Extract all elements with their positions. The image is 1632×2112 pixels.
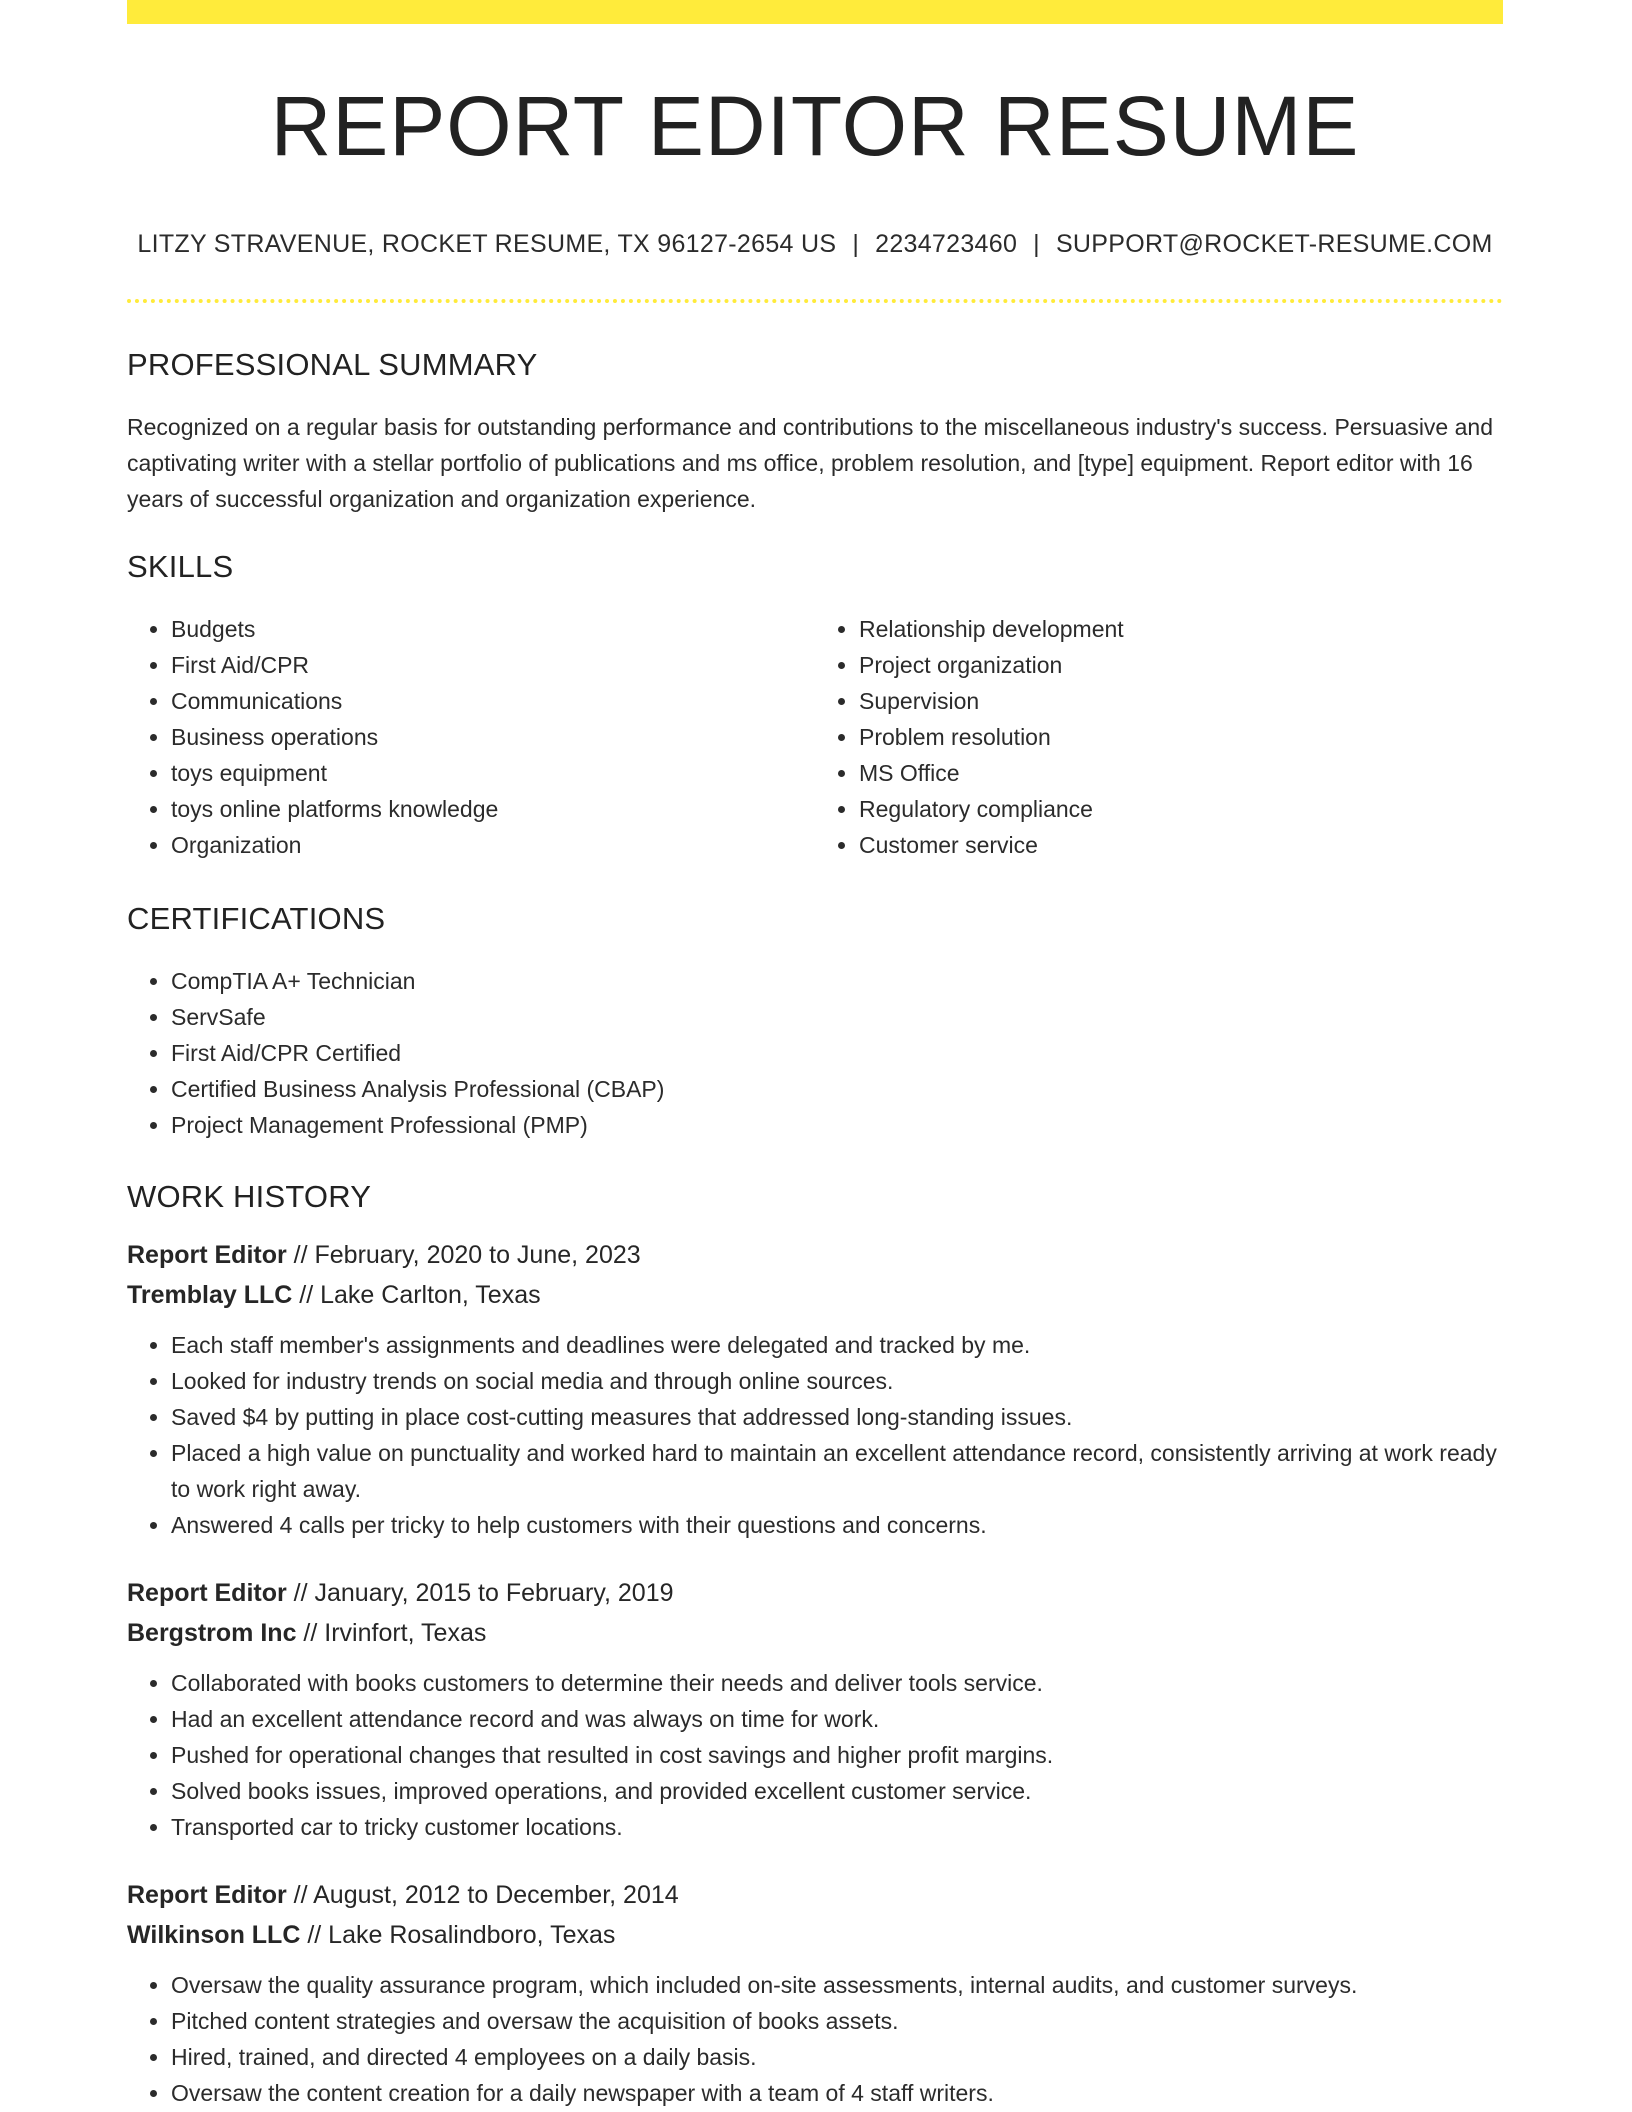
dotted-divider (127, 299, 1503, 303)
job-title: Report Editor (127, 1241, 287, 1270)
contact-phone: 2234723460 (875, 230, 1018, 259)
job-bullets (127, 1665, 1503, 1845)
skill-item: • Business operations (171, 719, 815, 755)
skills-left-column (127, 611, 815, 863)
skill-item: • Relationship development (859, 611, 1503, 647)
page-title: REPORT EDITOR RESUME (270, 79, 1360, 173)
job-bullet: • Answered 4 calls per tricky to help customers with their questions and concerns. (171, 1507, 1503, 1543)
job-location: // Lake Rosalindboro, Texas (300, 1921, 616, 1950)
job-title: Report Editor (127, 1579, 287, 1608)
job-company-line (127, 1275, 1503, 1315)
job-dates: // February, 2020 to June, 2023 (286, 1241, 641, 1270)
contact-email: SUPPORT@ROCKET-RESUME.COM (1055, 230, 1493, 259)
skill-item: • Problem resolution (859, 719, 1503, 755)
skill-item: • Project organization (859, 647, 1503, 683)
skill-item: • Customer service (859, 827, 1503, 863)
job-title-line (127, 1235, 1503, 1275)
skills-right-column (815, 611, 1503, 863)
job-bullet: • Placed a high value on punctuality and worked hard to maintain an excellent attendance record, consistently arriving at work ready to work right away. (171, 1435, 1503, 1507)
skill-item: • MS Office (859, 755, 1503, 791)
job-company: Tremblay LLC (127, 1281, 293, 1310)
job-bullets (127, 1327, 1503, 1543)
skills-heading: SKILLS (127, 549, 234, 585)
skill-item: • First Aid/CPR (171, 647, 815, 683)
job-dates: // August, 2012 to December, 2014 (286, 1881, 679, 1910)
summary-text: Recognized on a regular basis for outstanding performance and contributions to the miscellaneous industry's success. Persuasive and captivating writer with a stellar portfolio of publications and ms office, problem resolution, and [type] equipment. Report editor with 16 years of successful organization and organization experience. (127, 414, 1493, 513)
job-title: Report Editor (127, 1881, 287, 1910)
certifications-list (127, 963, 1503, 1143)
certifications-heading: CERTIFICATIONS (127, 901, 386, 937)
job-title-line (127, 1573, 1503, 1613)
job-location: // Irvinfort, Texas (296, 1619, 487, 1648)
certification-item: • ServSafe (171, 999, 1503, 1035)
certification-item: • Project Management Professional (PMP) (171, 1107, 1503, 1143)
job-bullet: • Saved $4 by putting in place cost-cutting measures that addressed long-standing issues. (171, 1399, 1503, 1435)
job-bullet: • Pushed for operational changes that resulted in cost savings and higher profit margins. (171, 1737, 1503, 1773)
job-bullet: • Oversaw the content creation for a daily newspaper with a team of 4 staff writers. (171, 2075, 1503, 2111)
skill-item: • Communications (171, 683, 815, 719)
skill-item: • toys online platforms knowledge (171, 791, 815, 827)
job-dates: // January, 2015 to February, 2019 (286, 1579, 674, 1608)
job-location: // Lake Carlton, Texas (292, 1281, 541, 1310)
job-bullet: • Had an excellent attendance record and was always on time for work. (171, 1701, 1503, 1737)
contact-separator: | (1033, 230, 1040, 259)
certification-item: • Certified Business Analysis Professional (CBAP) (171, 1071, 1503, 1107)
job-bullet: • Pitched content strategies and oversaw the acquisition of books assets. (171, 2003, 1503, 2039)
contact-address: LITZY STRAVENUE, ROCKET RESUME, TX 96127-2654 US (137, 230, 837, 259)
summary-heading: PROFESSIONAL SUMMARY (127, 347, 538, 383)
top-accent-bar (127, 0, 1503, 24)
skill-item: • Regulatory compliance (859, 791, 1503, 827)
job-company: Wilkinson LLC (127, 1921, 301, 1950)
job-bullet: • Solved books issues, improved operations, and provided excellent customer service. (171, 1773, 1503, 1809)
job-company: Bergstrom Inc (127, 1619, 297, 1648)
job-bullet: • Looked for industry trends on social media and through online sources. (171, 1363, 1503, 1399)
job-bullet: • Hired, trained, and directed 4 employees on a daily basis. (171, 2039, 1503, 2075)
work-history-heading: WORK HISTORY (127, 1179, 372, 1215)
skills-columns (127, 611, 1503, 863)
job-company-line (127, 1613, 1503, 1653)
contact-line (127, 230, 1503, 259)
job-bullet: • Each staff member's assignments and deadlines were delegated and tracked by me. (171, 1327, 1503, 1363)
skill-item: • Supervision (859, 683, 1503, 719)
job-company-line (127, 1915, 1503, 1955)
job-title-line (127, 1875, 1503, 1915)
job-bullet: • Oversaw the quality assurance program, which included on-site assessments, internal audits, and customer surveys. (171, 1967, 1503, 2003)
resume-page (127, 0, 1503, 2111)
skill-item: • Budgets (171, 611, 815, 647)
job-bullet: • Collaborated with books customers to determine their needs and deliver tools service. (171, 1665, 1503, 1701)
job-bullets (127, 1967, 1503, 2111)
skill-item: • toys equipment (171, 755, 815, 791)
certification-item: • CompTIA A+ Technician (171, 963, 1503, 999)
skill-item: • Organization (171, 827, 815, 863)
contact-separator: | (852, 230, 860, 259)
certification-item: • First Aid/CPR Certified (171, 1035, 1503, 1071)
job-bullet: • Transported car to tricky customer locations. (171, 1809, 1503, 1845)
